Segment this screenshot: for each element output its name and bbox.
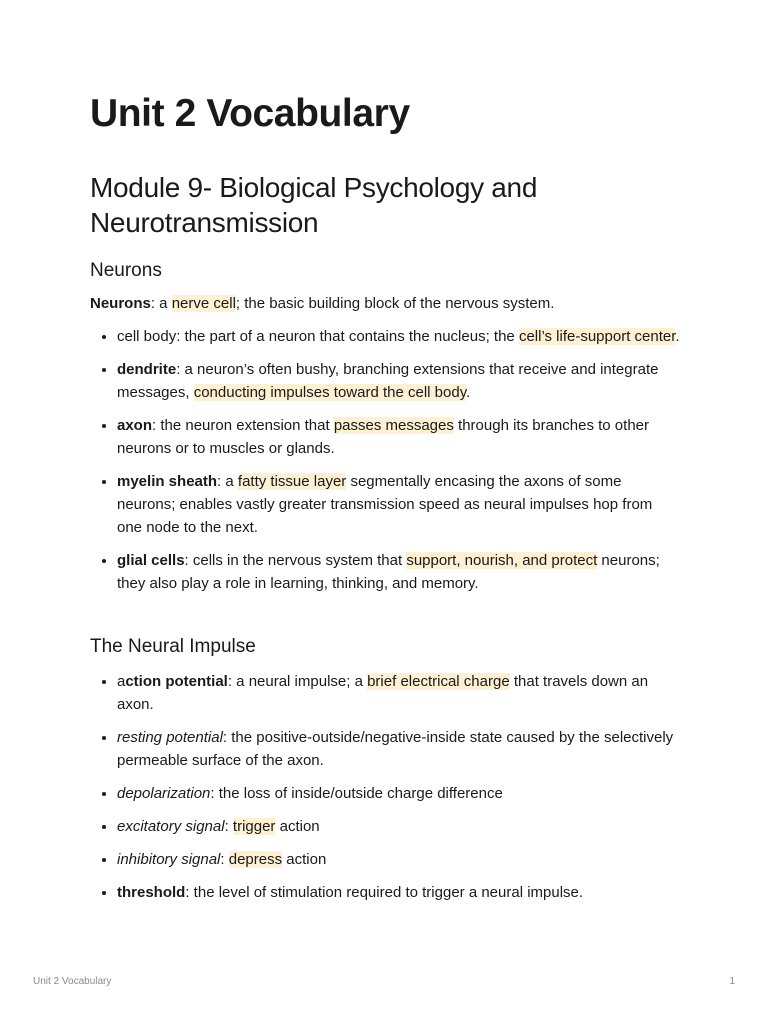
list-item-cell-body: • cell body: the part of a neuron that contains the nucleus; the cell’s life-support center. (117, 325, 680, 348)
list-item-resting-potential: • resting potential: the positive-outside/negative-inside state caused by the selectively permeable surface of the axon. (117, 726, 680, 772)
term: glial cells (117, 552, 185, 569)
neural-impulse-list (90, 670, 680, 904)
list-item-threshold: • threshold: the level of stimulation required to trigger a neural impulse. (117, 881, 680, 904)
term: depolarization (117, 785, 211, 802)
highlight: trigger (232, 818, 276, 835)
list-item-glial-cells: • glial cells: cells in the nervous system that support, nourish, and protect neurons; they also play a role in learning, thinking, and memory. (117, 549, 680, 595)
highlight: conducting impulses toward the cell body (193, 384, 467, 401)
term: ction potential (125, 673, 228, 690)
term: excitatory signal (117, 818, 225, 835)
term: resting potential (117, 729, 223, 746)
term: cell body (117, 328, 177, 345)
term: inhibitory signal (117, 851, 221, 868)
term: dendrite (117, 361, 177, 378)
section-heading-neurons: Neurons (90, 260, 162, 281)
list-item-myelin-sheath: • myelin sheath: a fatty tissue layer segmentally encasing the axons of some neurons; enables vastly greater transmission speed as neural impulses hop from one node to the next. (117, 470, 680, 539)
highlight: depress (228, 851, 283, 868)
term: myelin sheath (117, 473, 218, 490)
footer-title: Unit 2 Vocabulary (33, 976, 112, 987)
section-heading-neural-impulse: The Neural Impulse (90, 636, 256, 657)
list-item-inhibitory-signal: • inhibitory signal: depress action (117, 848, 680, 871)
term: axon (117, 417, 153, 434)
list-item-dendrite: • dendrite: a neuron’s often bushy, branching extensions that receive and integrate messages, conducting impulses toward the cell body. (117, 358, 680, 404)
highlight: passes messages (333, 417, 454, 434)
list-item-excitatory-signal: • excitatory signal: trigger action (117, 815, 680, 838)
list-item-depolarization: • depolarization: the loss of inside/outside charge difference (117, 782, 680, 805)
list-item-action-potential: • action potential: a neural impulse; a brief electrical charge that travels down an axon. (117, 670, 680, 716)
neurons-list (90, 325, 680, 595)
highlight: fatty tissue layer (237, 473, 347, 490)
term: Neurons (90, 295, 151, 312)
highlight: brief electrical charge (367, 673, 510, 690)
highlight: cell’s life-support center (518, 328, 676, 345)
page-title: Unit 2 Vocabulary (90, 92, 410, 135)
module-title: Module 9- Biological Psychology and Neurotransmission (90, 172, 538, 238)
neurons-definition: Neurons: a nerve cell; the basic building block of the nervous system. (90, 295, 555, 312)
term: threshold (117, 884, 186, 901)
page-number: 1 (729, 976, 735, 987)
highlight: support, nourish, and protect (406, 552, 598, 569)
page-footer (33, 976, 735, 990)
highlight: nerve cell (171, 295, 236, 312)
list-item-axon: • axon: the neuron extension that passes messages through its branches to other neurons or to muscles or glands. (117, 414, 680, 460)
